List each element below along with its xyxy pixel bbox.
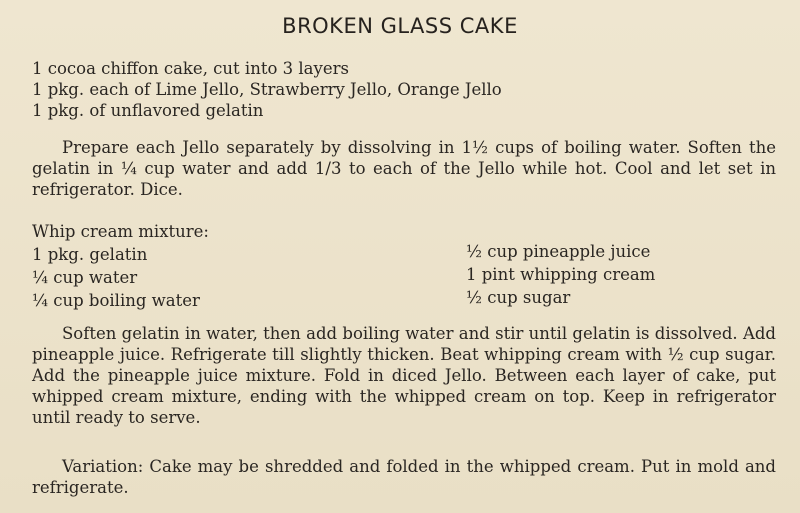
instructions-step-1: Prepare each Jello separately by dissolving in 1½ cups of boiling water. Soften the gelatin in ¼ cup water and add 1/3 to each of the Jello while hot. Cool and let set in refrigerator. Dice. (32, 138, 776, 199)
whip-ingredient-item: ¼ cup water (32, 268, 138, 287)
whip-cream-heading: Whip cream mixture: (32, 222, 209, 241)
ingredient-item: 1 pkg. each of Lime Jello, Strawberry Jello, Orange Jello (32, 80, 502, 99)
whip-ingredient-item: ½ cup pineapple juice (466, 242, 651, 261)
whip-ingredients-right (466, 240, 655, 309)
whip-ingredient-item: 1 pint whipping cream (466, 265, 656, 284)
ingredient-item: 1 cocoa chiffon cake, cut into 3 layers (32, 59, 349, 78)
ingredient-list (32, 58, 502, 121)
whip-ingredient-item: 1 pkg. gelatin (32, 245, 148, 264)
recipe-title: BROKEN GLASS CAKE (282, 14, 518, 38)
whip-ingredients-left (32, 243, 200, 312)
ingredient-item: 1 pkg. of unflavored gelatin (32, 101, 264, 120)
variation-note: Variation: Cake may be shredded and folded in the whipped cream. Put in mold and refrigerate. (32, 457, 776, 497)
whip-ingredient-item: ½ cup sugar (466, 288, 571, 307)
instructions-step-2: Soften gelatin in water, then add boiling water and stir until gelatin is dissolved. Add pineapple juice. Refrigerate till slightly thicken. Beat whipping cream with ½ cup sugar. Add the pineapple juice mixture. Fold in diced Jello. Between each layer of cake, put whipped cream mixture, ending with the whipped cream on top. Keep in refrigerator until ready to serve. (32, 324, 776, 427)
whip-ingredient-item: ¼ cup boiling water (32, 291, 200, 310)
